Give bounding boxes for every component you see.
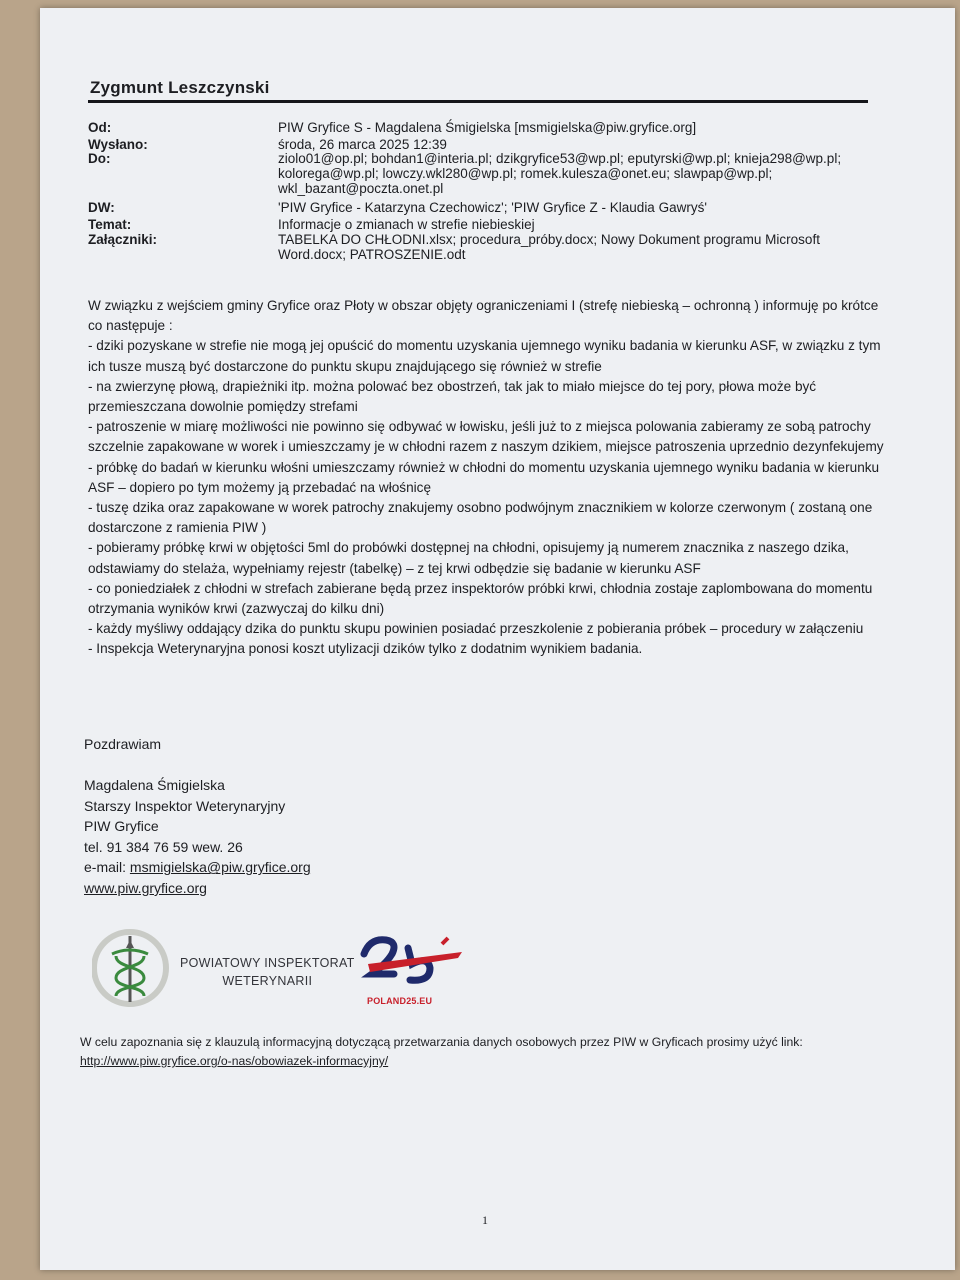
signature-org: PIW Gryfice xyxy=(84,818,159,835)
header-rule xyxy=(88,100,868,103)
signature-title: Starszy Inspektor Weterynaryjny xyxy=(84,797,286,814)
from-value: PIW Gryfice S - Magdalena Śmigielska [msmigielska@piw.gryfice.org] xyxy=(278,120,697,135)
body-paragraph: - patroszenie w miarę możliwości nie powinno się odbywać w łowisku, jeśli już to z miejsca polowania zabieramy ze sobą patrochy szczelnie zapakowane w worek i umieszczamy je w chłodni razem z naszym dzikiem, miejsce patroszenia uprzednio dezynfekujemy xyxy=(88,419,884,455)
signature-greeting: Pozdrawiam xyxy=(84,736,162,752)
privacy-link[interactable]: http://www.piw.gryfice.org/o-nas/obowiazek-informacyjny/ xyxy=(80,1054,389,1068)
body-paragraph: - próbkę do badań w kierunku włośni umieszczamy również w chłodni do momentu uzyskania ujemnego wyniku badania w kierunku ASF – dopiero po tym możemy ją przebadać na włośnicę xyxy=(88,459,880,495)
body-paragraph: - dziki pozyskane w strefie nie mogą jej opuścić do momentu uzyskania ujemnego wyniku badania w kierunku ASF, w związku z tym ich tusze muszą być dostarczone do punktu skupu znajdującego się również w strefie xyxy=(88,338,881,374)
cc-value: 'PIW Gryfice - Katarzyna Czechowicz'; 'PIW Gryfice Z - Klaudia Gawryś' xyxy=(278,200,707,215)
body-paragraph: - Inspekcja Weterynaryjna ponosi koszt utylizacji dzików tylko z dodatnim wynikiem badania. xyxy=(88,641,643,657)
sent-value: środa, 26 marca 2025 12:39 xyxy=(278,137,447,152)
attachments-value: TABELKA DO CHŁODNI.xlsx; procedura_próby.docx; Nowy Dokument programu Microsoft Word.docx; PATROSZENIE.odt xyxy=(278,232,820,262)
body-paragraph: - pobieramy próbkę krwi w objętości 5ml do probówki dostępnej na chłodni, opisujemy ją numerem znacznika z naszego dzika, odstawiamy do stelaża, wypełniamy rejestr (tabelkę) – z tej krwi odbędzie się badanie w kierunku ASF xyxy=(88,540,849,576)
body-paragraph: W związku z wejściem gminy Gryfice oraz Płoty w obszar objęty ograniczeniami I (strefę niebieską – ochronną ) informuję po krótce co następuje : xyxy=(88,298,879,334)
email-link[interactable]: msmigielska@piw.gryfice.org xyxy=(129,859,311,876)
email-prefix: e-mail: xyxy=(84,859,130,876)
cc-label: DW: xyxy=(88,200,115,215)
subject-value: Informacje o zmianach w strefie niebieskiej xyxy=(278,217,535,232)
poland25-logo-icon xyxy=(358,934,466,992)
signature-block xyxy=(84,775,311,899)
signature-phone: tel. 91 384 76 59 wew. 26 xyxy=(84,838,243,855)
subject-label: Temat: xyxy=(88,217,132,232)
piw-line2: WETERYNARII xyxy=(222,974,313,988)
attachments-label: Załączniki: xyxy=(88,232,158,247)
signature-email-line xyxy=(84,857,311,878)
body-paragraph: - każdy myśliwy oddający dzika do punktu skupu powinien posiadać przeszkolenie z pobierania próbek – procedury w załączeniu xyxy=(88,621,864,637)
sent-label: Wysłano: xyxy=(88,137,148,152)
piw-line1: POWIATOWY INSPEKTORAT xyxy=(180,956,355,970)
privacy-note xyxy=(80,1033,900,1071)
piw-logo-text xyxy=(180,954,355,990)
caduceus-logo-icon xyxy=(92,926,182,1010)
page-number: 1 xyxy=(482,1213,488,1227)
to-value: ziolo01@op.pl; bohdan1@interia.pl; dzikgryfice53@wp.pl; eputyrski@wp.pl; knieja298@wp.pl; kolorega@wp.pl; lowczy.wkl280@wp.pl; romek.kulesza@onet.eu; slawpap@wp.pl; wkl_bazant@poczta.onet.pl xyxy=(278,151,842,196)
signature-name: Magdalena Śmigielska xyxy=(84,777,225,793)
website-link[interactable]: www.piw.gryfice.org xyxy=(84,879,207,896)
from-label: Od: xyxy=(88,120,112,135)
document-page xyxy=(40,8,955,1270)
body-paragraph: - na zwierzynę płową, drapieżniki itp. można polować bez obostrzeń, tak jak to miało miejsce do tej pory, płowa może być przemieszczana dowolnie pomiędzy strefami xyxy=(88,378,817,415)
body-paragraph: - tuszę dzika oraz zapakowane w worek patrochy znakujemy osobno podwójnym znacznikiem w kolorze czerwonym ( zostaną one dostarczone z ramienia PIW ) xyxy=(88,500,873,536)
sender-name: Zygmunt Leszczynski xyxy=(90,78,270,97)
to-label: Do: xyxy=(88,151,111,166)
poland25-label: POLAND25.EU xyxy=(367,996,433,1006)
body-paragraph: - co poniedziałek z chłodni w strefach zabierane będą przez inspektorów próbki krwi, chłodnia zostaje zaplombowana do momentu otrzymania wyników krwi (zazwyczaj do kilku dni) xyxy=(88,580,873,617)
privacy-text: W celu zapoznania się z klauzulą informacyjną dotyczącą przetwarzania danych osobowych przez PIW w Gryficach prosimy użyć link: xyxy=(80,1035,803,1049)
message-body xyxy=(88,296,888,660)
